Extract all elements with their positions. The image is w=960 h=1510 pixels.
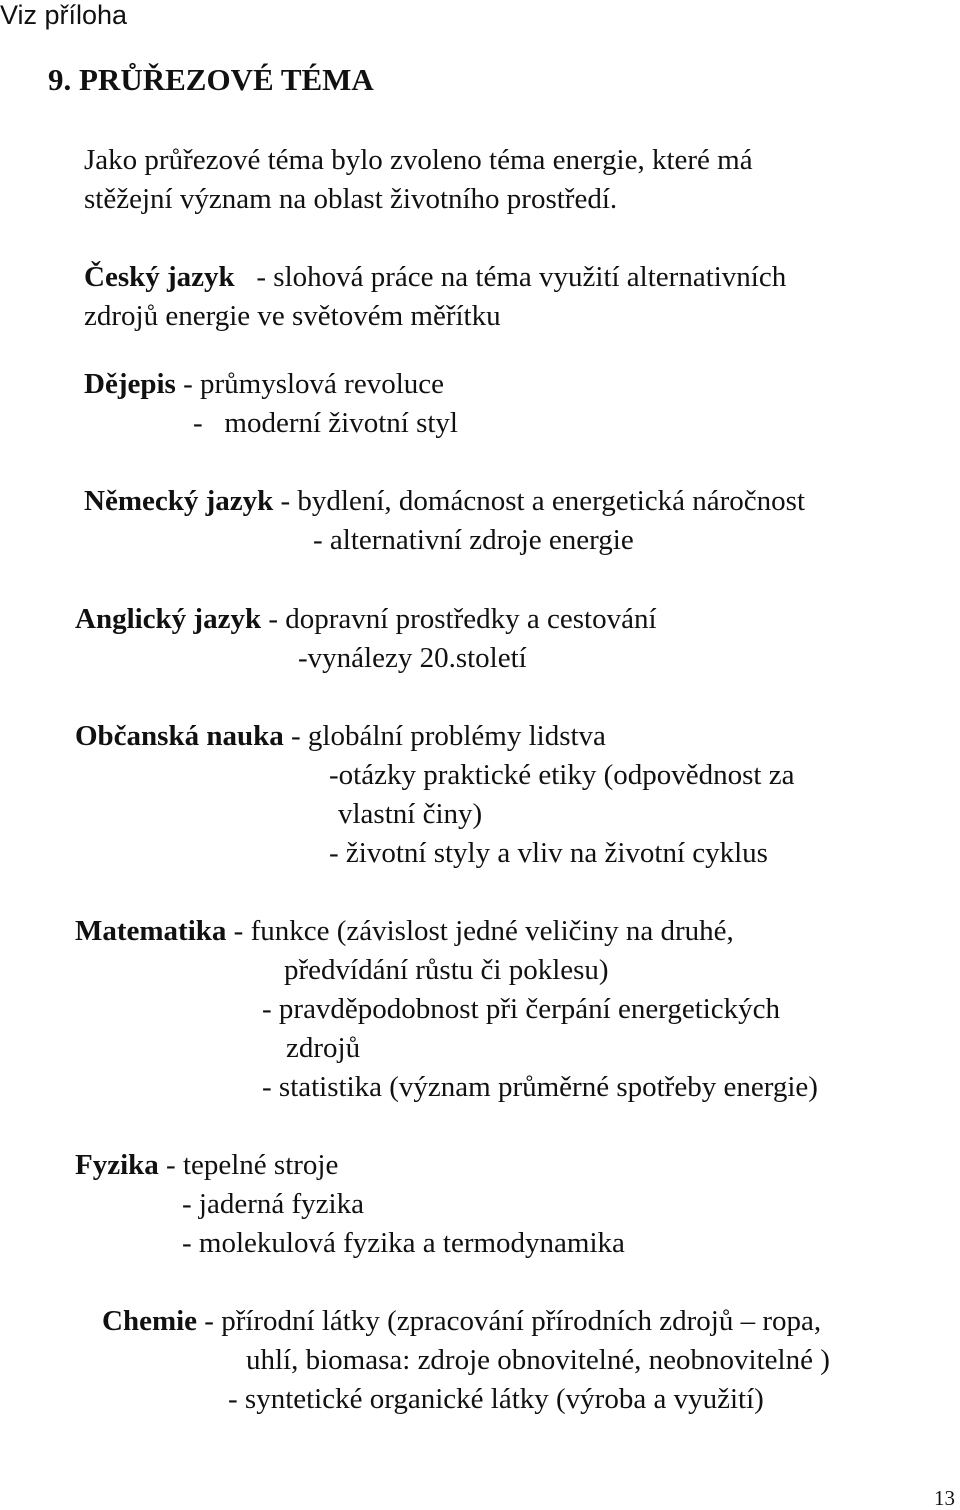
dejepis-text-2: - moderní životní styl xyxy=(193,407,458,439)
subject-dejepis: Dějepis xyxy=(84,368,176,400)
section-heading: 9. PRŮŘEZOVÉ TÉMA xyxy=(48,62,374,97)
subject-chemie: Chemie xyxy=(102,1305,198,1337)
matematika-text-1: - funkce (závislost jedné veličiny na druhé, xyxy=(226,915,734,947)
matematika-text-5: - statistika (význam průměrné spotřeby energie) xyxy=(262,1071,818,1103)
cesky-jazyk-text-1: - slohová práce na téma využití alternativních xyxy=(234,261,787,293)
chemie-item xyxy=(102,1303,821,1339)
anglicky-jazyk-text-2: -vynálezy 20.století xyxy=(298,642,527,674)
subject-anglicky-jazyk: Anglický jazyk xyxy=(75,603,262,635)
subject-matematika: Matematika xyxy=(75,915,227,947)
matematika-text-3: - pravděpodobnost při čerpání energetických xyxy=(262,993,781,1025)
dejepis-item xyxy=(84,366,444,402)
matematika-text-2: předvídání růstu či poklesu) xyxy=(284,954,609,986)
fyzika-item xyxy=(75,1147,338,1183)
nemecky-jazyk-text-2: - alternativní zdroje energie xyxy=(313,524,634,556)
anglicky-jazyk-text-1: - dopravní prostředky a cestování xyxy=(261,603,657,635)
matematika-text-4: zdrojů xyxy=(286,1032,361,1064)
intro-line-1: Jako průřezové téma bylo zvoleno téma energie, které má xyxy=(84,144,753,176)
obcanska-nauka-text-4: - životní styly a vliv na životní cyklus xyxy=(329,837,768,869)
subject-fyzika: Fyzika xyxy=(75,1149,159,1181)
subject-nemecky-jazyk: Německý jazyk xyxy=(84,485,274,517)
cesky-jazyk-item xyxy=(84,259,786,295)
dejepis-text-1: - průmyslová revoluce xyxy=(175,368,444,400)
obcanska-nauka-item xyxy=(75,718,606,754)
matematika-item xyxy=(75,913,734,949)
page-number: 13 xyxy=(934,1486,955,1510)
obcanska-nauka-text-3: vlastní činy) xyxy=(338,798,483,830)
anglicky-jazyk-item xyxy=(75,601,657,637)
fyzika-text-3: - molekulová fyzika a termodynamika xyxy=(182,1227,625,1259)
chemie-text-1: - přírodní látky (zpracování přírodních zdrojů – ropa, xyxy=(197,1305,822,1337)
fyzika-text-1: - tepelné stroje xyxy=(158,1149,339,1181)
chemie-text-3: - syntetické organické látky (výroba a využití) xyxy=(228,1383,764,1415)
subject-cesky-jazyk: Český jazyk xyxy=(84,261,235,293)
intro-line-2: stěžejní význam na oblast životního prostředí. xyxy=(84,183,618,215)
subject-obcanska-nauka: Občanská nauka xyxy=(75,720,284,752)
viz-priloha-link[interactable]: Viz příloha xyxy=(0,0,128,30)
nemecky-jazyk-text-1: - bydlení, domácnost a energetická náročnost xyxy=(273,485,806,517)
fyzika-text-2: - jaderná fyzika xyxy=(182,1188,364,1220)
obcanska-nauka-text-1: - globální problémy lidstva xyxy=(283,720,606,752)
chemie-text-2: uhlí, biomasa: zdroje obnovitelné, neobnovitelné ) xyxy=(246,1344,830,1376)
cesky-jazyk-text-2: zdrojů energie ve světovém měřítku xyxy=(84,300,501,332)
nemecky-jazyk-item xyxy=(84,483,805,519)
obcanska-nauka-text-2: -otázky praktické etiky (odpovědnost za xyxy=(329,759,795,791)
